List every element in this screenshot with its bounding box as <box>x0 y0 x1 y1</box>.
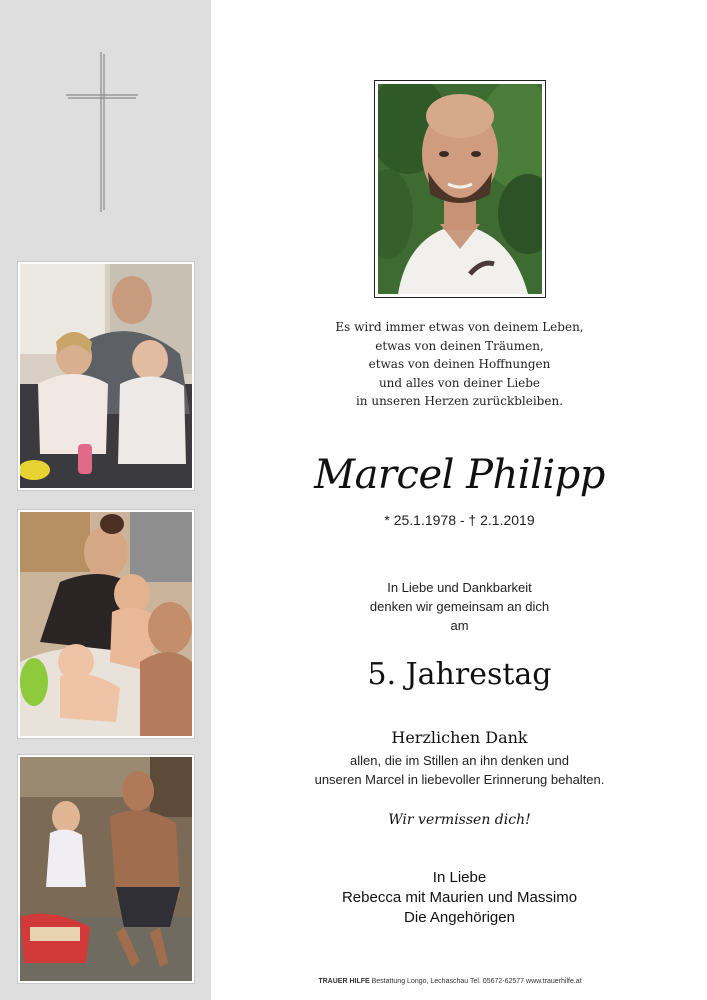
intro-line-3: am <box>450 618 469 633</box>
deceased-name: Marcel Philipp <box>314 452 605 498</box>
footer-brand: TRAUER HILFE <box>318 978 370 985</box>
footer <box>300 978 600 985</box>
poem-line: etwas von deinen Hoffnungen <box>368 357 551 371</box>
intro-line-1: In Liebe und Dankbarkeit <box>387 580 532 595</box>
closing-line-2: Rebecca mit Maurien und Massimo <box>341 889 578 906</box>
family-photo-2 <box>18 510 194 738</box>
portrait-photo <box>374 80 546 298</box>
memorial-intro <box>212 578 707 635</box>
closing-signature <box>212 868 707 928</box>
miss-you-line: Wir vermissen dich! <box>388 812 531 828</box>
footer-text: Bestattung Longo, Lechaschau Tel. 05672-62577 www.trauerhilfe.at <box>371 978 582 985</box>
intro-line-2: denken wir gemeinsam an dich <box>369 599 550 614</box>
thanks-line-1: allen, die im Stillen an ihn denken und <box>350 753 569 768</box>
poem-line: und alles von deiner Liebe <box>378 375 541 390</box>
anniversary-title: 5. Jahrestag <box>367 657 552 692</box>
closing-line-1: In Liebe <box>432 869 487 886</box>
life-dates: * 25.1.1978 - † 2.1.2019 <box>384 512 535 528</box>
poem <box>212 318 707 411</box>
thanks-text <box>212 751 707 789</box>
thanks-line-2: unseren Marcel in liebevoller Erinnerung behalten. <box>314 772 605 787</box>
thanks-title: Herzlichen Dank <box>391 728 528 747</box>
poem-line: in unseren Herzen zurückbleiben. <box>355 394 564 408</box>
closing-line-3: Die Angehörigen <box>404 909 515 926</box>
poem-line: etwas von deinen Träumen, <box>375 338 544 353</box>
family-photo-1 <box>18 262 194 490</box>
family-photo-3 <box>18 755 194 983</box>
cross-icon <box>64 50 140 214</box>
poem-line: Es wird immer etwas von deinem Leben, <box>335 320 584 334</box>
sidebar <box>0 0 211 1000</box>
